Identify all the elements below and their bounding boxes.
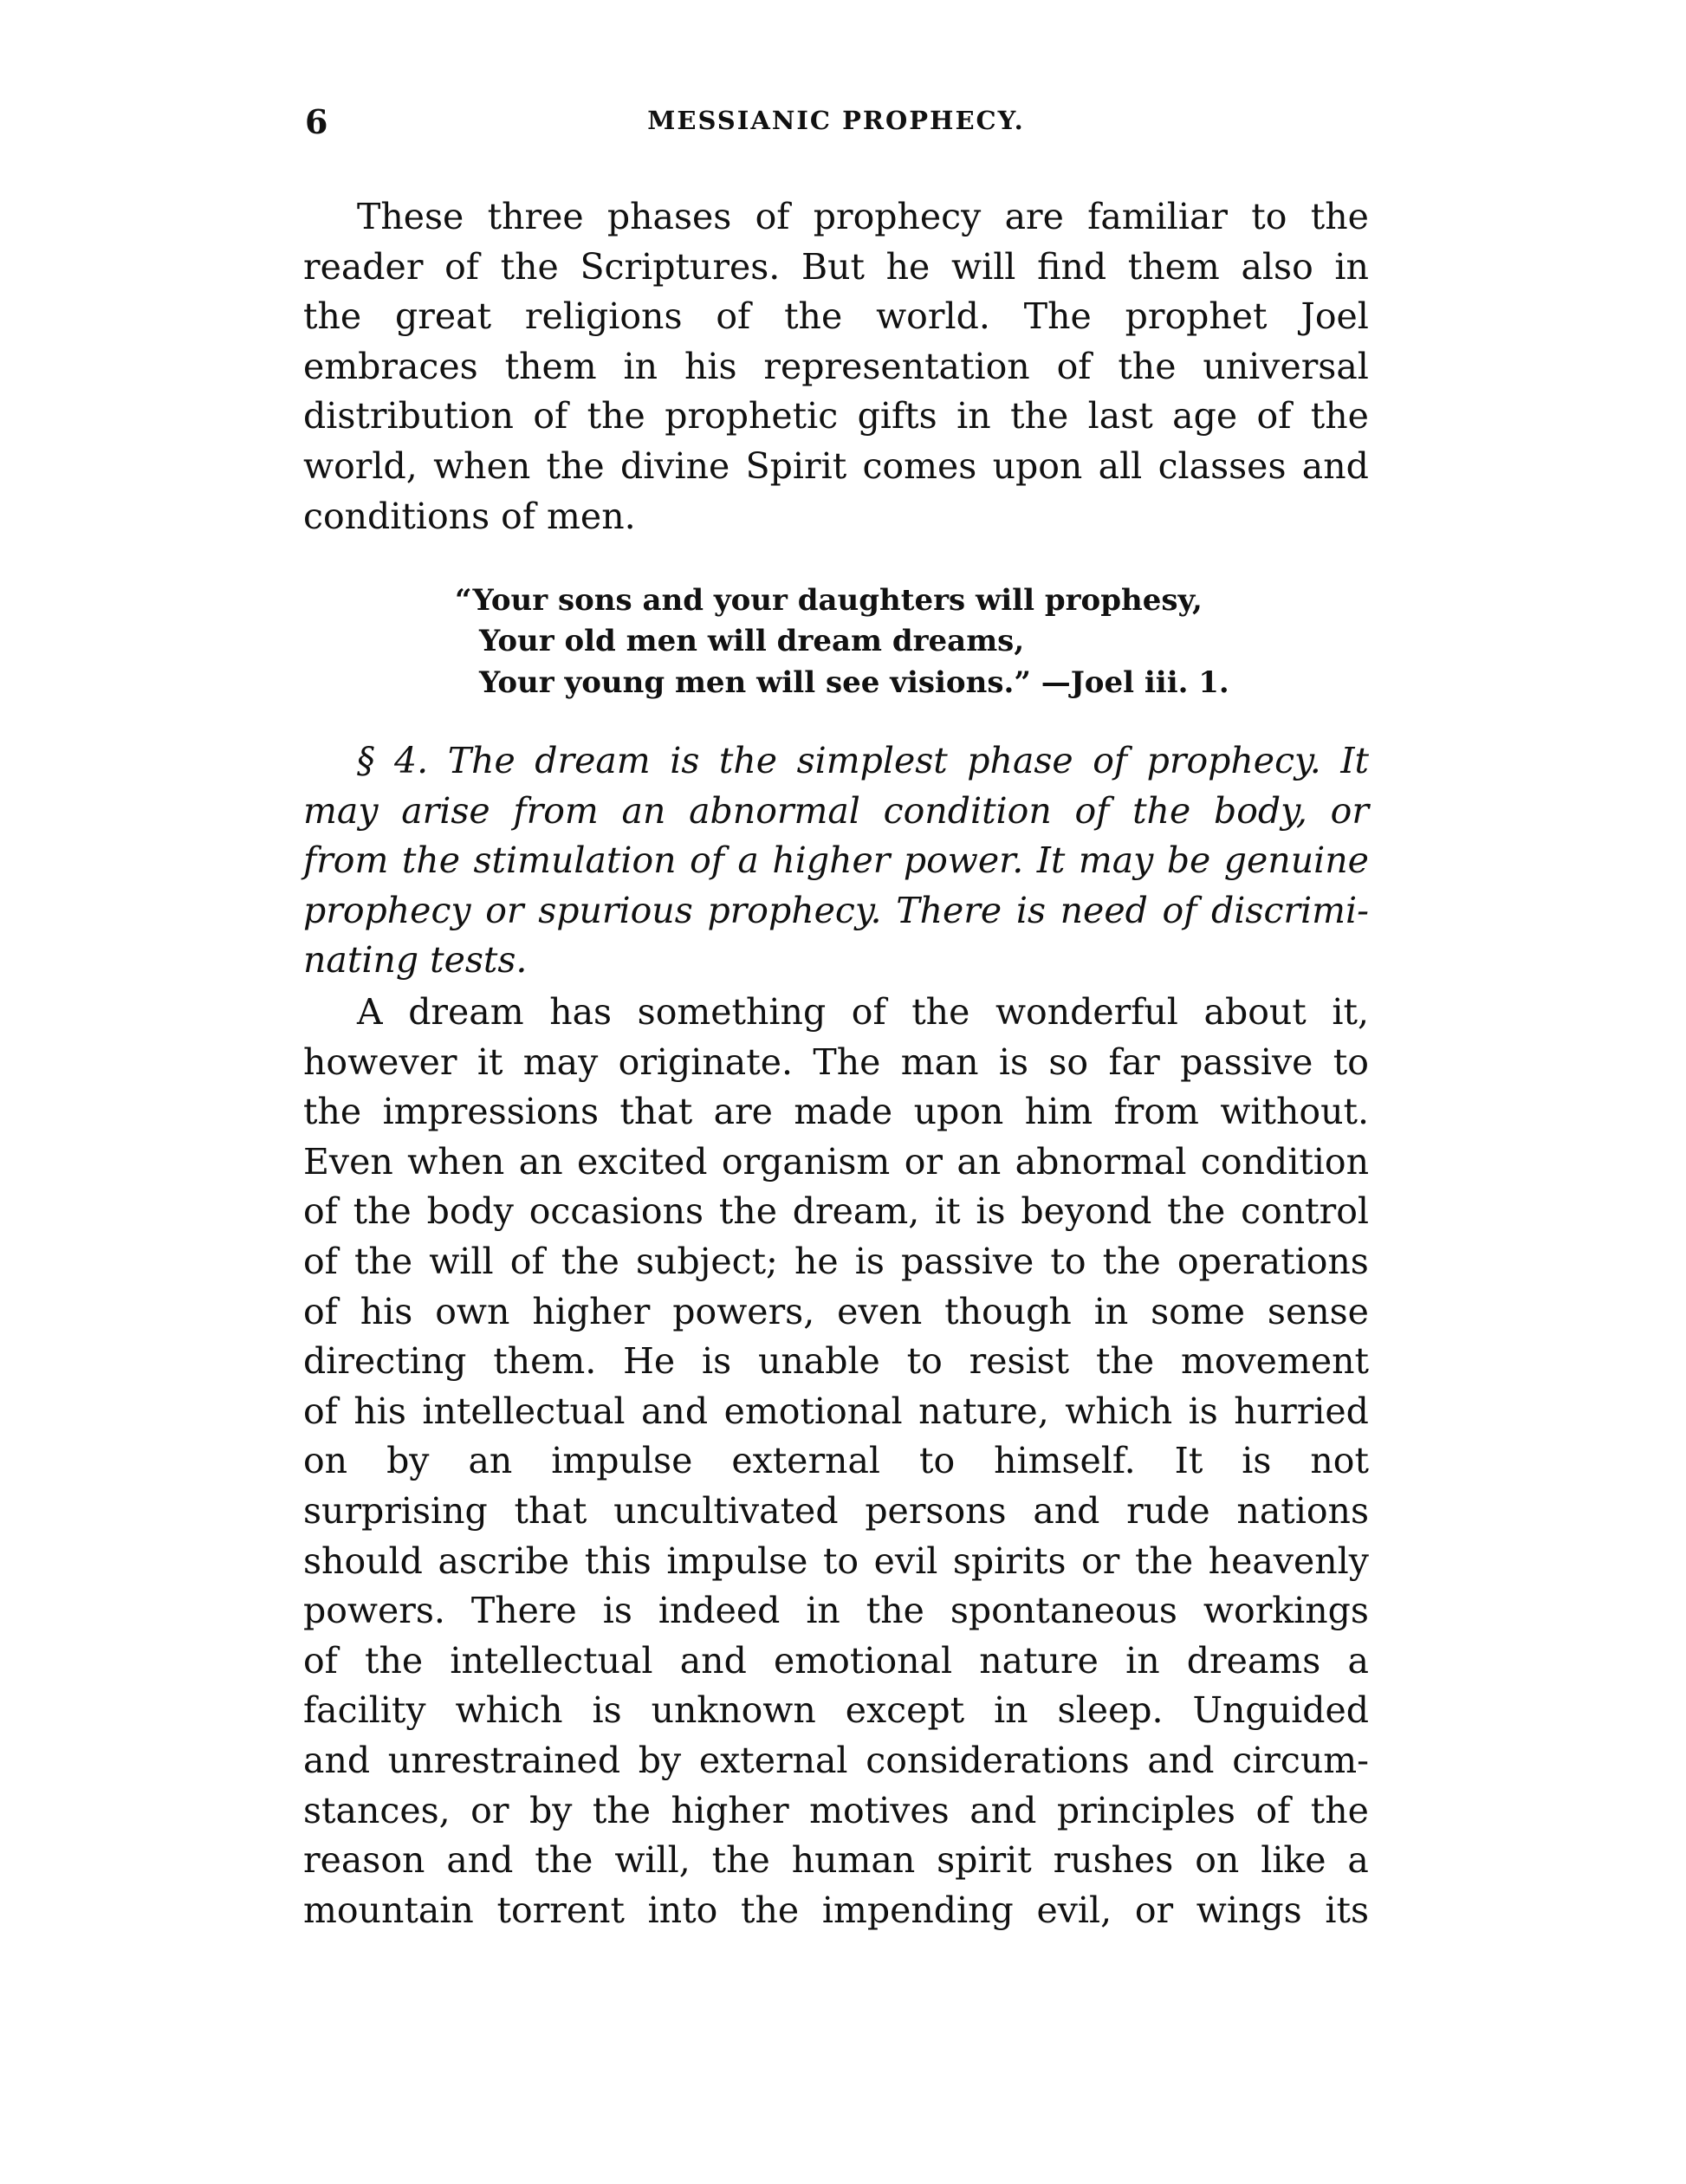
text-line: should ascribe this impulse to evil spirits or the heavenly bbox=[303, 1539, 1369, 1582]
quotation-line: Your young men will see visions.” —Joel iii. 1. bbox=[479, 664, 1229, 700]
joel-quotation bbox=[455, 580, 1229, 703]
page-number: 6 bbox=[305, 102, 329, 141]
text-line: conditions of men. bbox=[303, 495, 636, 537]
text-line: These three phases of prophecy are familiar to the bbox=[357, 196, 1369, 237]
text-line: surprising that uncultivated persons and rude nations bbox=[303, 1489, 1369, 1532]
running-head bbox=[303, 102, 1369, 146]
text-line: reader of the Scriptures. But he will find them also in bbox=[303, 245, 1369, 288]
text-line: of his own higher powers, even though in some sense bbox=[303, 1290, 1369, 1332]
summary-line: prophecy or spurious prophecy. There is need of discrimi- bbox=[303, 889, 1369, 931]
summary-line: § 4. The dream is the simplest phase of prophecy. It bbox=[357, 740, 1369, 781]
text-line: A dream has something of the wonderful about it, bbox=[357, 991, 1369, 1033]
summary-line: from the stimulation of a higher power. It may be genuine bbox=[303, 839, 1369, 882]
text-line: and unrestrained by external considerations and circum- bbox=[303, 1739, 1369, 1781]
text-line: of the body occasions the dream, it is beyond the control bbox=[303, 1190, 1369, 1233]
text-line: of the will of the subject; he is passive to the operations bbox=[303, 1240, 1369, 1282]
text-line: however it may originate. The man is so far passive to bbox=[303, 1040, 1369, 1083]
text-line: directing them. He is unable to resist the movement bbox=[303, 1340, 1369, 1383]
text-line: reason and the will, the human spirit rushes on like a bbox=[303, 1839, 1369, 1882]
running-title: MESSIANIC PROPHECY. bbox=[647, 106, 1025, 135]
summary-line: nating tests. bbox=[303, 939, 528, 982]
text-line: world, when the divine Spirit comes upon all classes and bbox=[303, 444, 1369, 487]
text-line: the great religions of the world. The prophet Joel bbox=[303, 295, 1369, 338]
text-line: mountain torrent into the impending evil, or wings its bbox=[303, 1889, 1369, 1931]
text-line: on by an impulse external to himself. It is not bbox=[303, 1440, 1369, 1482]
quotation-line: “Your sons and your daughters will prophesy, bbox=[455, 583, 1203, 618]
text-line: distribution of the prophetic gifts in the last age of the bbox=[303, 395, 1369, 437]
paragraph-three-phases bbox=[303, 192, 1369, 541]
text-line: the impressions that are made upon him from without. bbox=[303, 1091, 1369, 1133]
summary-line: may arise from an abnormal condition of the body, or bbox=[303, 789, 1369, 832]
text-line: Even when an excited organism or an abnormal condition bbox=[303, 1140, 1369, 1183]
quotation-line: Your old men will dream dreams, bbox=[479, 624, 1025, 659]
paragraph-dream bbox=[303, 988, 1369, 1935]
text-line: of the intellectual and emotional nature in dreams a bbox=[303, 1639, 1369, 1682]
text-line: embraces them in his representation of the universal bbox=[303, 345, 1369, 387]
text-line: stances, or by the higher motives and principles of the bbox=[303, 1789, 1369, 1831]
text-line: of his intellectual and emotional nature, which is hurried bbox=[303, 1390, 1369, 1432]
text-line: facility which is unknown except in sleep. Unguided bbox=[303, 1689, 1369, 1732]
text-line: powers. There is indeed in the spontaneous workings bbox=[303, 1590, 1369, 1632]
section-4-summary bbox=[303, 736, 1369, 986]
